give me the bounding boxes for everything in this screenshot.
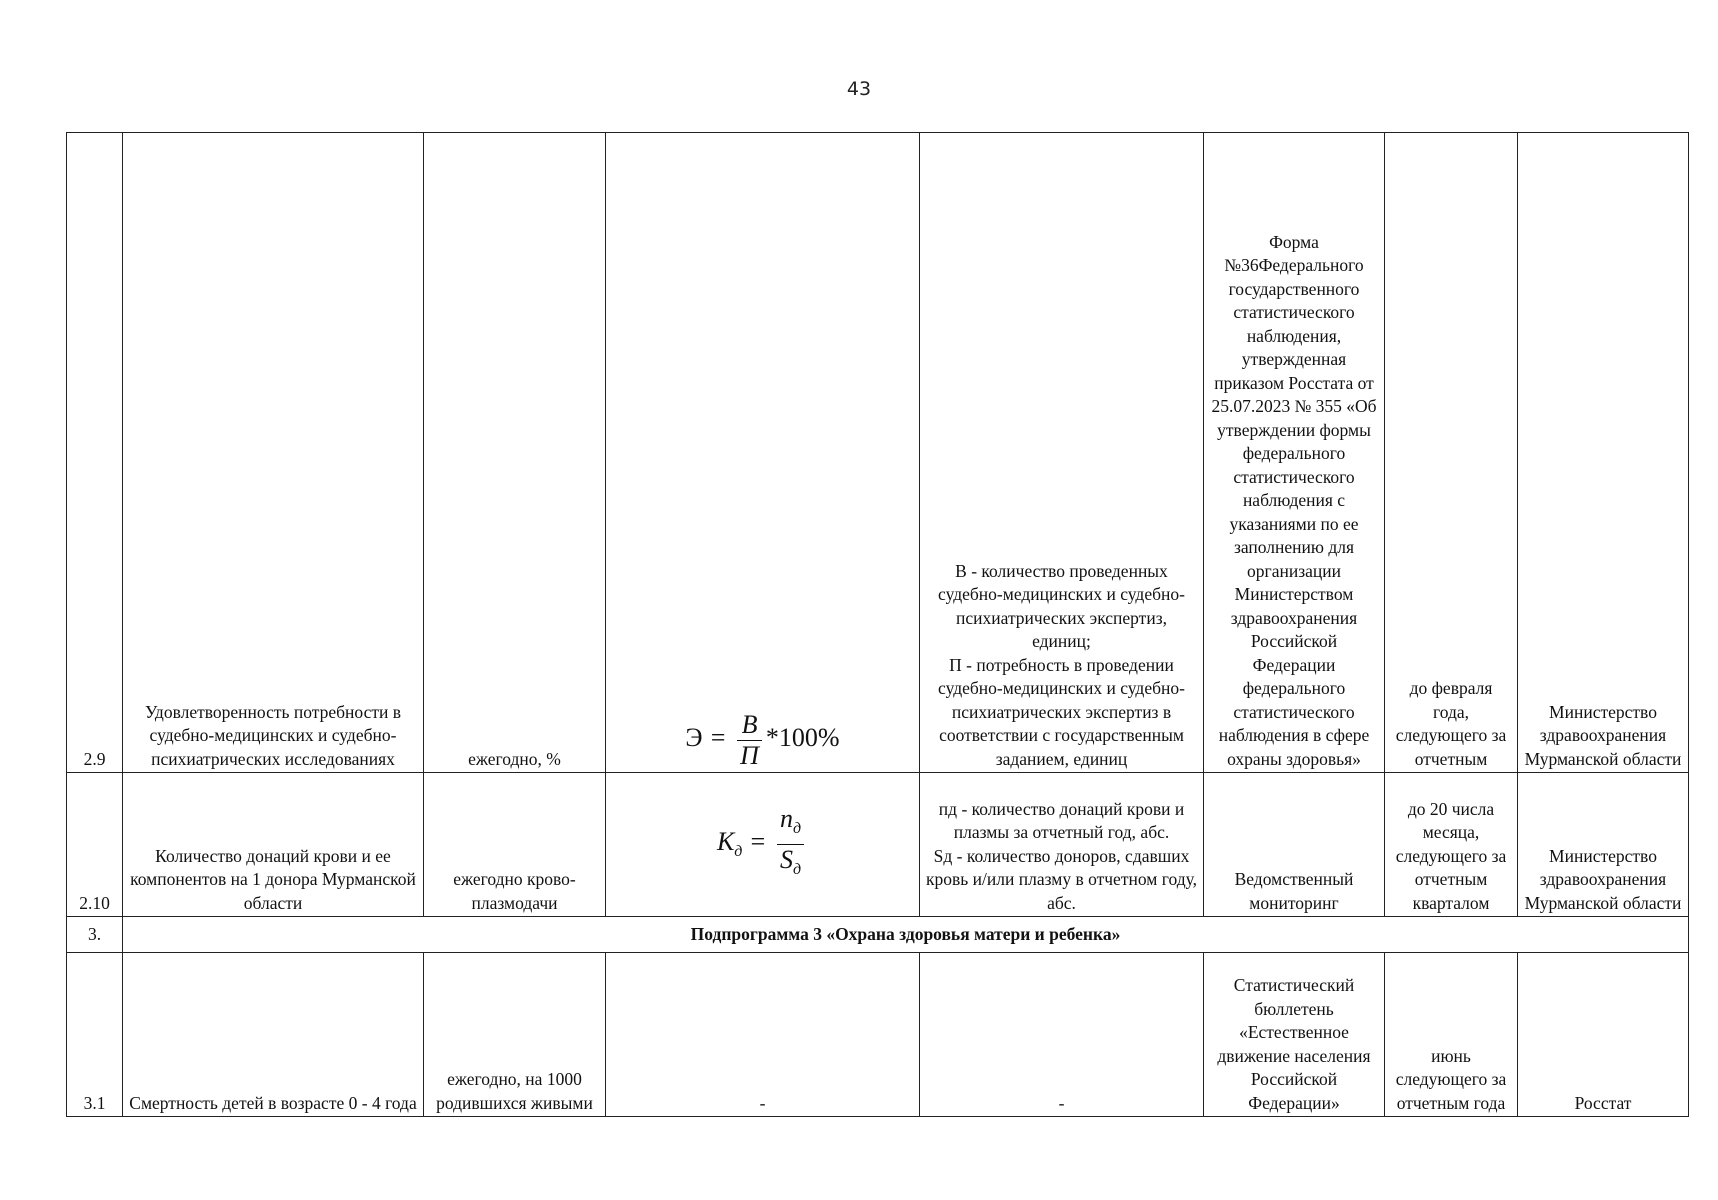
formula-variables <box>920 773 1204 917</box>
variable-description: П - потребность в проведении судебно-медицинских и судебно-психиатрических экспертиз в соответствии с государственным заданием, единиц <box>938 654 1185 769</box>
indicator-periodicity: ежегодно, % <box>424 133 606 773</box>
reporting-deadline: июнь следующего за отчетным года <box>1385 953 1518 1117</box>
responsible-body: Министерство здравоохранения Мурманской области <box>1518 773 1689 917</box>
reporting-deadline: до 20 числа месяца, следующего за отчетным кварталом <box>1385 773 1518 917</box>
reporting-deadline: до февраля года, следующего за отчетным <box>1385 133 1518 773</box>
table-row-3-1 <box>67 953 1689 1117</box>
page-number: 43 <box>846 78 872 100</box>
indicator-name: Количество донаций крови и ее компонентов на 1 донора Мурманской области <box>123 773 424 917</box>
row-number: 2.10 <box>67 773 123 917</box>
data-source: Форма №36Федерального государственного статистического наблюдения, утвержденная приказом Росстата от 25.07.2023 № 355 «Об утверждении формы федерального статистического наблюдения с указаниями по ее заполнению для организации Министерством здравоохранения Российской Федерации федерального статистического наблюдения в сфере охраны здоровья» <box>1204 133 1385 773</box>
calculation-formula: - <box>606 953 920 1117</box>
row-number: 3. <box>67 917 123 953</box>
formula-k: $K_д$ = $\frac{n_д}{S_д}$ <box>717 827 808 856</box>
formula-e: Э = $\frac{В}{П}$ *100% <box>685 710 840 770</box>
table-row-2-9 <box>67 133 1689 773</box>
responsible-body: Министерство здравоохранения Мурманской области <box>1518 133 1689 773</box>
data-source: Ведомственный мониторинг <box>1204 773 1385 917</box>
row-number: 3.1 <box>67 953 123 1117</box>
table-row-3 <box>67 917 1689 953</box>
data-source: Статистический бюллетень «Естественное движение населения Российской Федерации» <box>1204 953 1385 1117</box>
indicator-periodicity: ежегодно, на 1000 родившихся живыми <box>424 953 606 1117</box>
variable-description: В - количество проведенных судебно-медицинских и судебно-психиатрических экспертиз, единиц; <box>938 560 1185 651</box>
calculation-formula <box>606 133 920 773</box>
calculation-formula <box>606 773 920 917</box>
indicator-periodicity: ежегодно крово-плазмодачи <box>424 773 606 917</box>
formula-variables <box>920 133 1204 773</box>
table-row-2-10 <box>67 773 1689 917</box>
row-number: 2.9 <box>67 133 123 773</box>
indicator-name: Удовлетворенность потребности в судебно-медицинских и судебно-психиатрических исследованиях <box>123 133 424 773</box>
subprogram-title: Подпрограмма 3 «Охрана здоровья матери и ребенка» <box>123 917 1689 953</box>
indicator-name: Смертность детей в возрасте 0 - 4 года <box>123 953 424 1117</box>
indicators-table <box>66 132 1689 1117</box>
variable-description: Sд - количество доноров, сдавших кровь и/или плазму в отчетном году, абс. <box>926 845 1197 913</box>
responsible-body: Росстат <box>1518 953 1689 1117</box>
variable-description: пд - количество донаций крови и плазмы за отчетный год, абс. <box>938 798 1185 842</box>
formula-variables: - <box>920 953 1204 1117</box>
